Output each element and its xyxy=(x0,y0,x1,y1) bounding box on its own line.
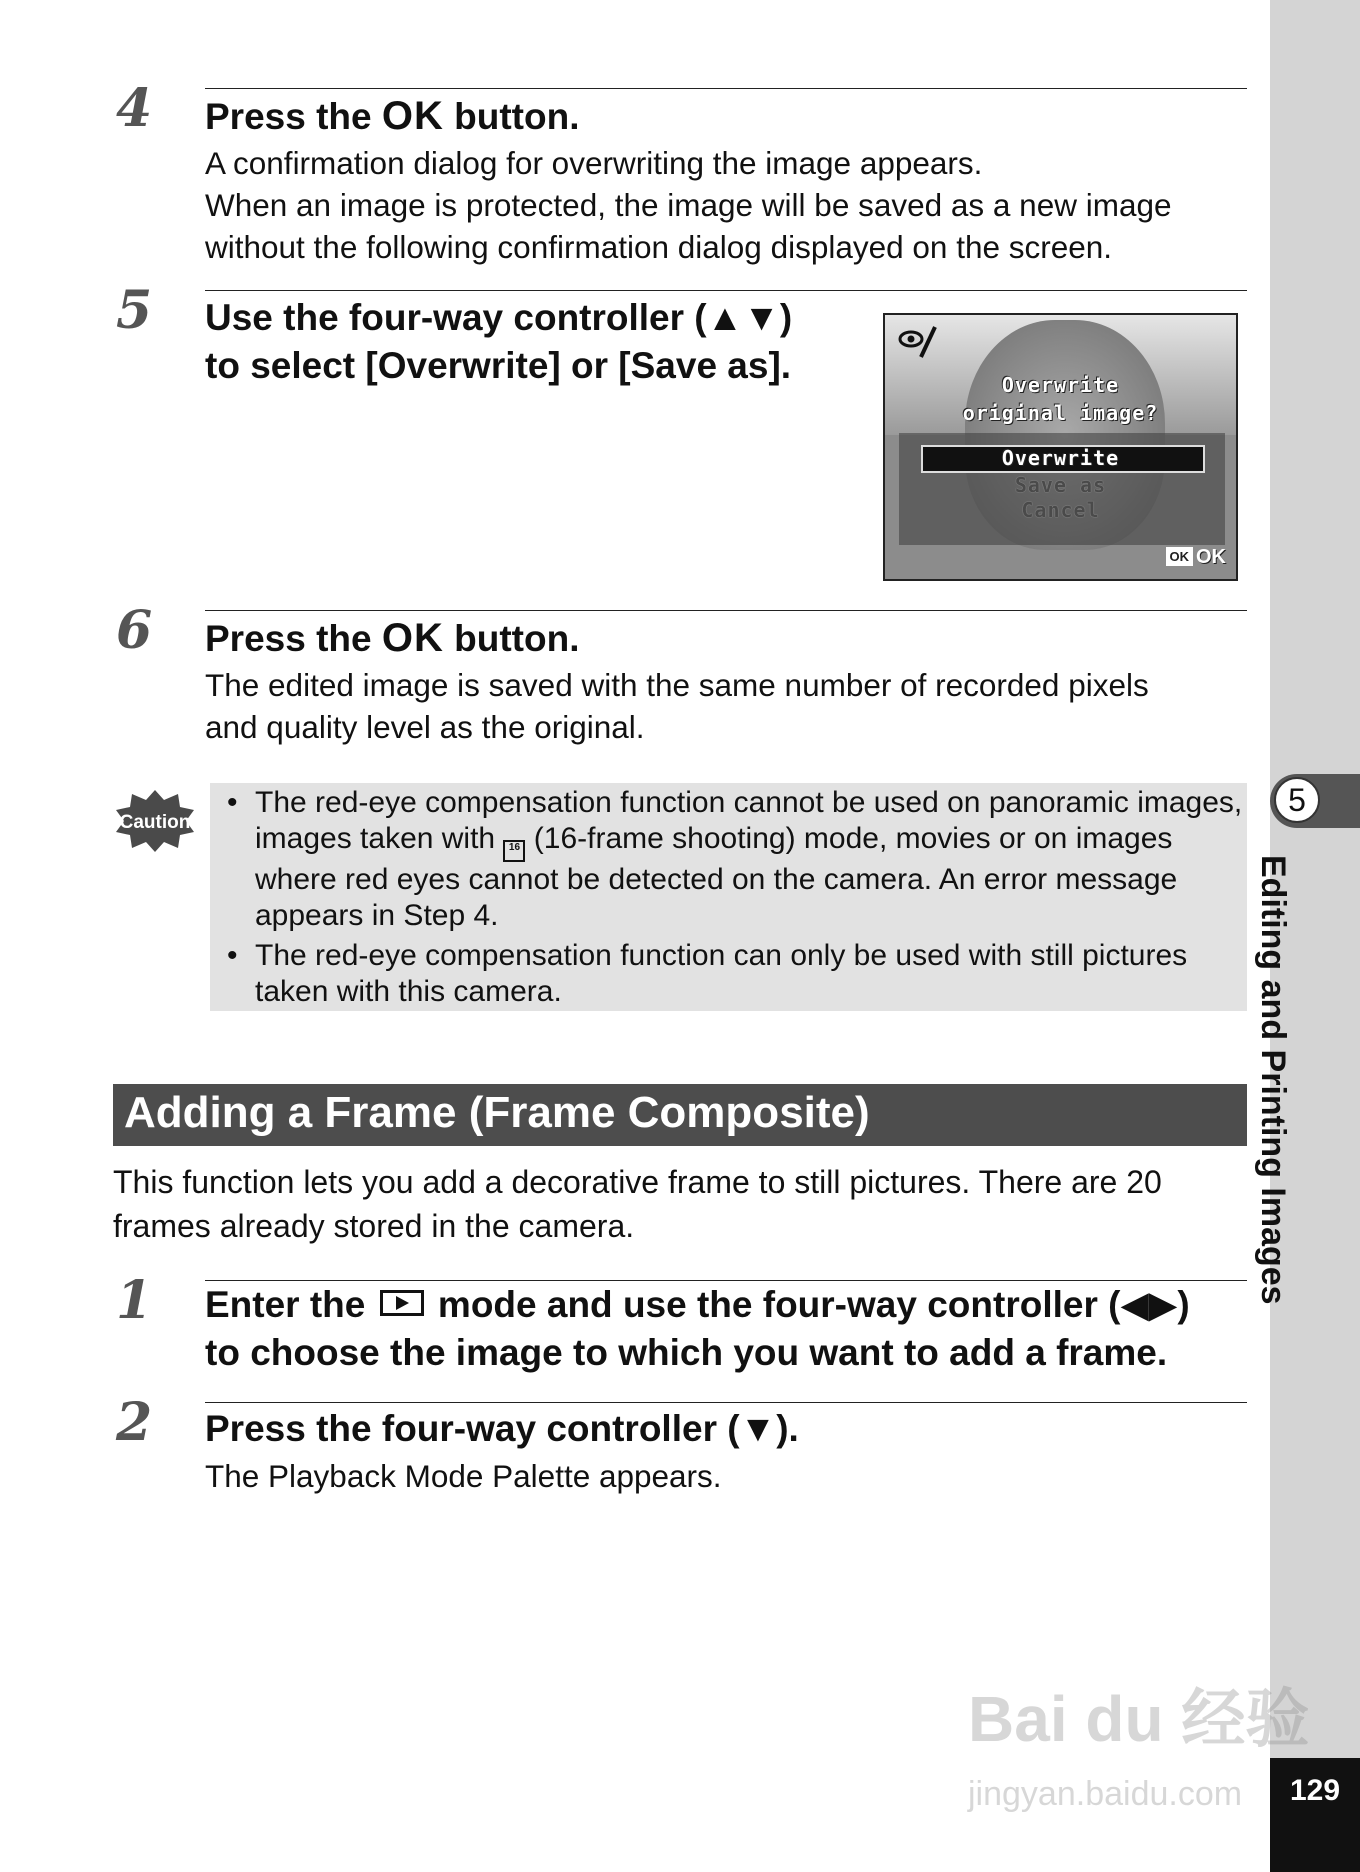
dialog-question: original image? xyxy=(962,401,1159,425)
step-divider xyxy=(205,88,1247,89)
menu-option-overwrite[interactable]: Overwrite xyxy=(1001,446,1120,470)
step-number: 1 xyxy=(116,1270,153,1331)
step-title: Press the four-way controller (▼). xyxy=(205,1408,799,1449)
step-divider xyxy=(205,610,1247,611)
step-number: 6 xyxy=(116,600,153,661)
step-divider xyxy=(205,1402,1247,1403)
dialog-question: Overwrite xyxy=(1001,373,1120,397)
ok-button-glyph: OK xyxy=(381,94,444,138)
svg-text:Caution: Caution xyxy=(119,812,191,833)
page-number: 129 xyxy=(1270,1758,1360,1872)
menu-option-cancel[interactable]: Cancel xyxy=(1021,498,1100,522)
caution-list xyxy=(225,785,1245,1014)
section-title: Adding a Frame (Frame Composite) xyxy=(124,1088,870,1137)
16-frame-mode-icon: 16 xyxy=(503,840,525,862)
chapter-number: 5 xyxy=(1274,777,1320,823)
caution-item: • The red-eye compensation function cannot be used on panoramic images, images taken with 16 (16-frame shooting) mode, movies or on images where red eyes cannot be detected on the camera. An error message appears in Step 4. xyxy=(225,785,1245,934)
caution-item: • The red-eye compensation function can only be used with still pictures taken with this camera. xyxy=(225,938,1245,1010)
red-eye-edit-icon xyxy=(897,325,939,361)
section-intro: This function lets you add a decorative frame to still pictures. There are 20 frames already stored in the camera. xyxy=(113,1164,1162,1244)
baidu-watermark: Bai du 经验 xyxy=(968,1683,1310,1755)
step-title: Press the OK button. xyxy=(205,616,580,660)
step-description: The Playback Mode Palette appears. xyxy=(205,1458,722,1494)
step-description: The edited image is saved with the same number of recorded pixels and quality level as the original. xyxy=(205,667,1149,745)
ok-indicator: OK OK xyxy=(1166,546,1227,569)
step-title: Press the OK button. xyxy=(205,94,580,138)
step-divider xyxy=(205,290,1247,291)
playback-icon xyxy=(380,1290,424,1316)
caution-icon xyxy=(114,788,196,854)
baidu-watermark-url: jingyan.baidu.com xyxy=(968,1775,1243,1813)
step-title: Use the four-way controller (▲▼) to select [Overwrite] or [Save as]. xyxy=(205,297,793,386)
camera-screen-illustration xyxy=(883,313,1238,581)
chapter-title: Editing and Printing Images xyxy=(1254,855,1292,1305)
step-number: 2 xyxy=(116,1392,153,1453)
menu-option-save-as[interactable]: Save as xyxy=(1014,473,1107,497)
step-number: 4 xyxy=(116,78,153,139)
ok-button-glyph: OK xyxy=(381,616,444,660)
step-number: 5 xyxy=(116,280,153,341)
step-description: A confirmation dialog for overwriting the image appears. When an image is protected, the image will be saved as a new image without the following confirmation dialog displayed on the screen. xyxy=(205,145,1172,265)
step-title: Enter the mode and use the four-way controller (◀▶) to choose the image to which you want to add a frame. xyxy=(205,1284,1190,1373)
